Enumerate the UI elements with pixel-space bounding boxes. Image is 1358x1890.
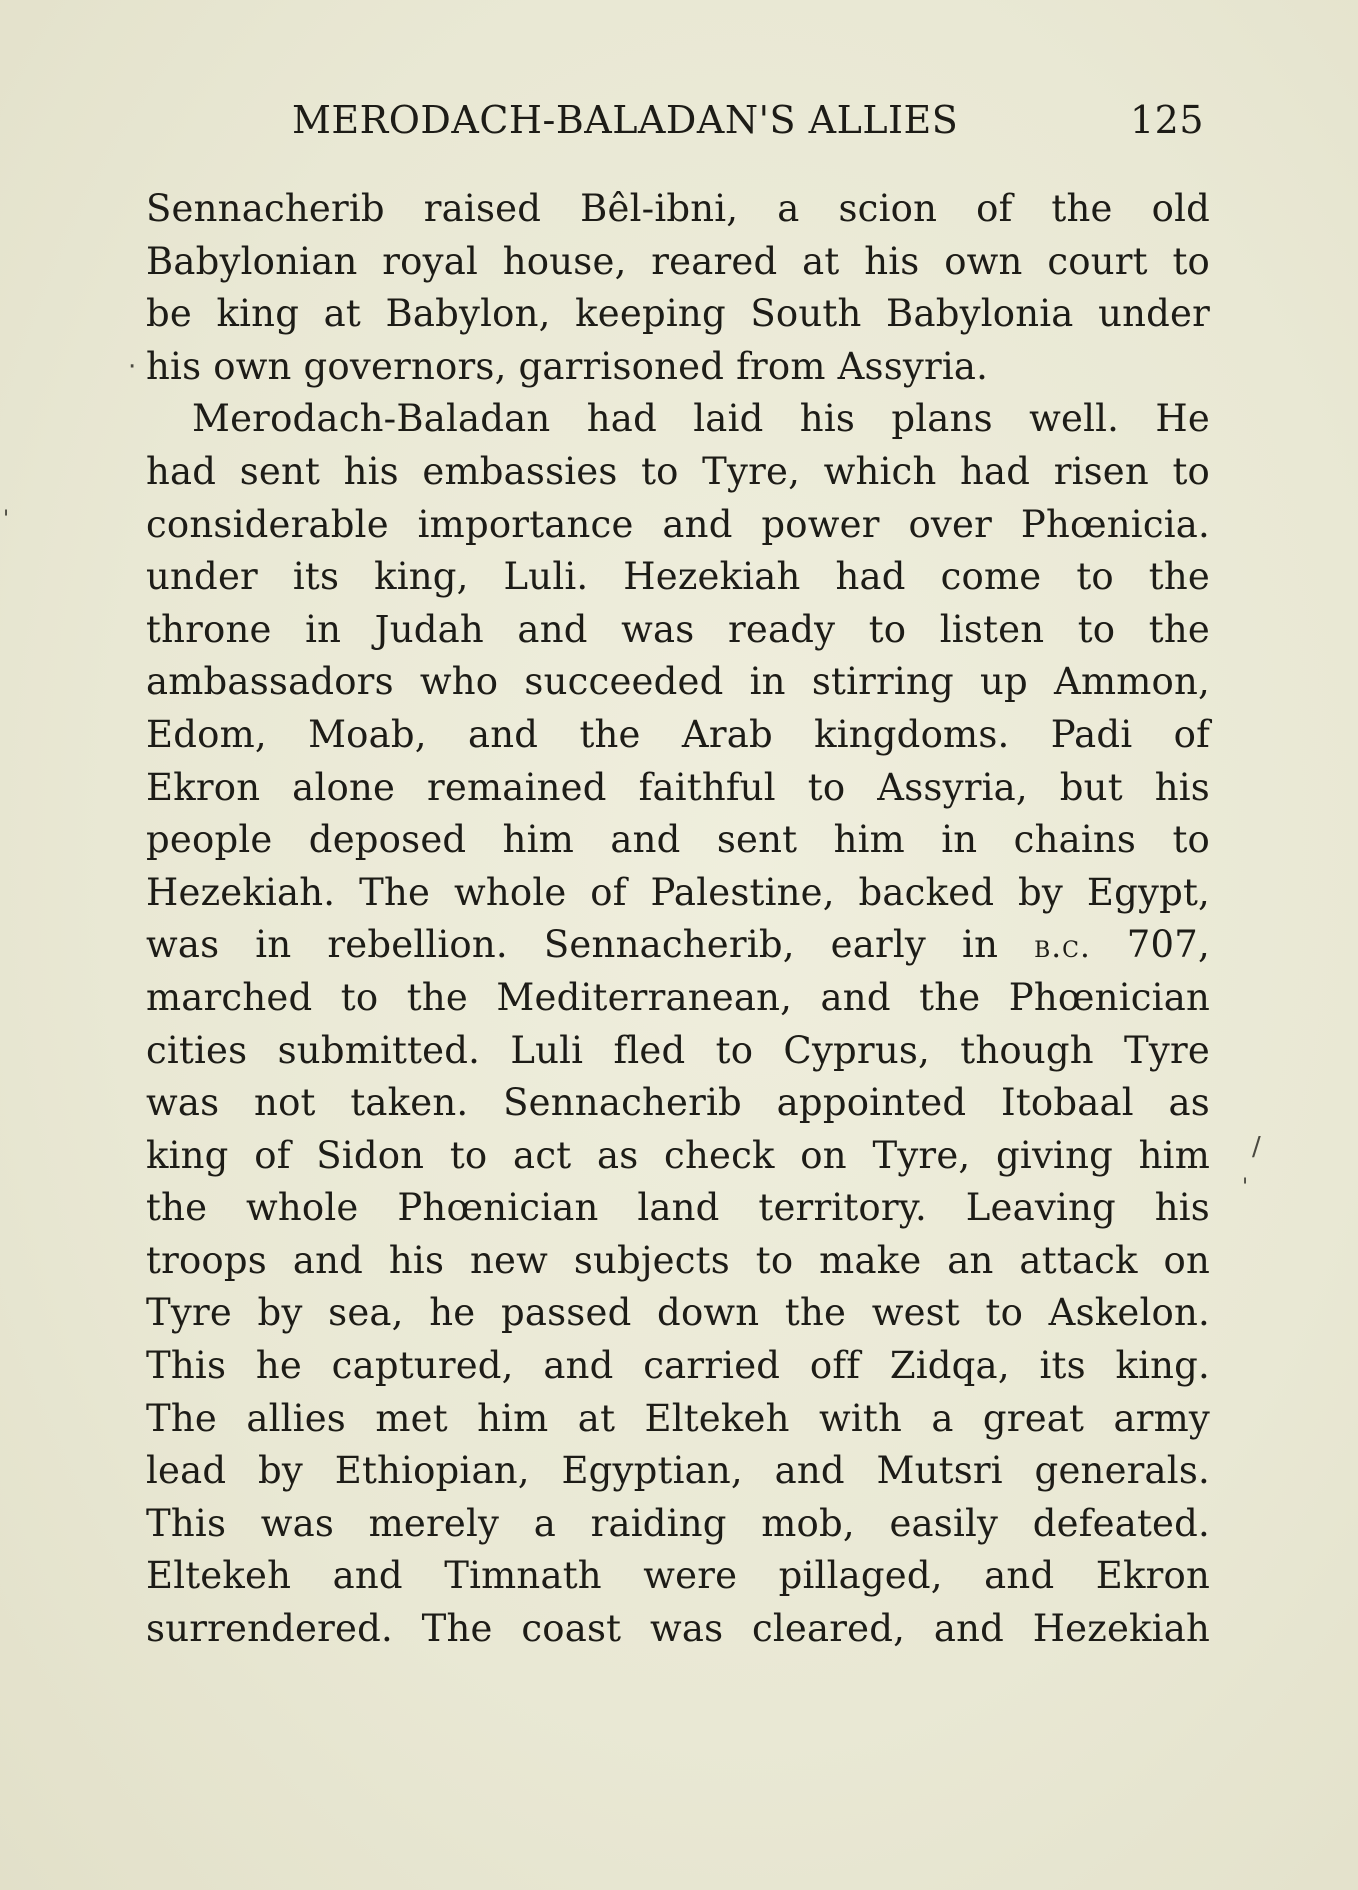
margin-mark: ' [1242,1175,1249,1200]
text-line: the whole Phœnician land territory. Leaving his [146,1186,1210,1230]
text-line: was not taken. Sennacherib appointed Itobaal as [146,1081,1210,1125]
text-line: Babylonian royal house, reared at his own court to [146,239,1210,283]
page-number: 125 [1129,98,1204,142]
text-line: The allies met him at Eltekeh with a great army [146,1396,1210,1440]
text-line: marched to the Mediterranean, and the Phœnician [146,975,1210,1019]
body-text [146,183,1210,1656]
margin-mark: ' [3,507,10,532]
text-line: Hezekiah. The whole of Palestine, backed by Egypt, [146,870,1210,914]
text-line: throne in Judah and was ready to listen to the [146,607,1210,651]
text-line: Eltekeh and Timnath were pillaged, and Ekron [146,1554,1210,1598]
text-line: Edom, Moab, and the Arab kingdoms. Padi of [146,712,1210,756]
text-segment: 707, [1090,923,1210,967]
text-line: had sent his embassies to Tyre, which had risen to [146,449,1210,493]
running-title: MERODACH-BALADAN'S ALLIES [292,98,959,142]
text-line: surrendered. The coast was cleared, and Hezekiah [146,1607,1210,1651]
running-head [292,98,1204,154]
text-line: under its king, Luli. Hezekiah had come to the [146,555,1210,599]
text-line: troops and his new subjects to make an attack on [146,1238,1210,1282]
text-line: Tyre by sea, he passed down the west to Askelon. [146,1291,1210,1335]
text-line: This was merely a raiding mob, easily defeated. [146,1501,1210,1545]
text-line: his own governors, garrisoned from Assyria. [146,344,989,388]
text-segment: was in rebellion. Sennacherib, early in [146,923,1035,967]
text-line: Merodach-Baladan had laid his plans well. He [192,397,1210,441]
text-line: king of Sidon to act as check on Tyre, giving him [146,1133,1210,1177]
text-line: be king at Babylon, keeping South Babylonia under [146,292,1210,336]
text-line: considerable importance and power over Phœnicia. [146,502,1210,546]
margin-mark: / [1252,1132,1261,1162]
text-line: Ekron alone remained faithful to Assyria, but his [146,765,1210,809]
small-caps-era: b.c. [1034,929,1091,966]
margin-mark: · [128,352,137,382]
text-line: cities submitted. Luli fled to Cyprus, though Tyre [146,1028,1210,1072]
text-line: ambassadors who succeeded in stirring up Ammon, [146,660,1210,704]
text-line: Sennacherib raised Bêl-ibni, a scion of the old [146,187,1210,230]
text-line: people deposed him and sent him in chains to [146,818,1210,862]
text-line [146,919,1210,972]
text-line: lead by Ethiopian, Egyptian, and Mutsri generals. [146,1449,1210,1493]
text-line: This he captured, and carried off Zidqa, its king. [146,1344,1210,1388]
